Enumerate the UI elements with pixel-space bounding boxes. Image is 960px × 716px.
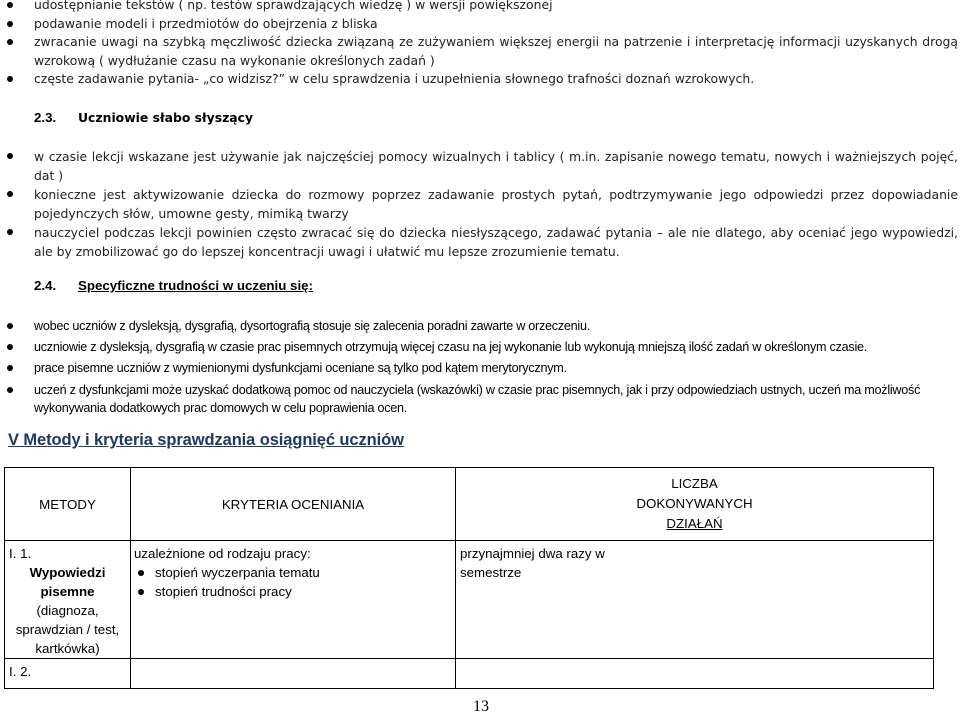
header-cell-methods: METODY (5, 468, 131, 541)
learning-difficulties-list (0, 317, 960, 417)
criteria-cell: uzależnione od rodzaju pracy: stopień wyczerpania tematu stopień trudności pracy (131, 541, 456, 659)
bullet-icon (7, 191, 13, 197)
list-item: wobec uczniów z dysleksją, dysgrafią, dysortografią stosuje się zalecenia poradni zawarte w orzeczeniu. (0, 317, 960, 335)
bullet-icon (7, 365, 13, 371)
list-item: udostępnianie tekstów ( np. testów sprawdzających wiedzę ) w wersji powiększonej (0, 0, 960, 15)
method-code: I. 2. (9, 664, 32, 679)
list-item: uczeń z dysfunkcjami może uzyskać dodatkową pomoc od nauczyciela (wskazówki) w czasie prac pisemnych, jak i przy odpowiedziach ustnych, uczeń ma możliwość wykonywania dodatkowych prac domowych w celu poprawienia ocen. (0, 381, 960, 417)
count-cell: przynajmniej dwa razy w semestrze (456, 541, 934, 659)
list-item: prace pisemne uczniów z wymienionymi dysfunkcjami oceniane są tylko pod kątem merytorycznym. (0, 359, 960, 377)
list-item: stopień wyczerpania tematu (134, 563, 455, 582)
bullet-icon (7, 323, 13, 329)
section-heading-2-3 (34, 110, 253, 125)
count-cell (456, 659, 934, 689)
bullet-icon (7, 39, 13, 45)
bullet-icon (7, 344, 13, 350)
list-item: w czasie lekcji wskazane jest używanie jak najczęściej pomocy wizualnych i tablicy ( m.in. zapisanie nowego tematu, nowych i ważniejszych pojęć, dat ) (0, 147, 960, 185)
hearing-impaired-list (0, 147, 960, 261)
table-header-row (5, 468, 934, 541)
section-number: 2.4. (34, 278, 57, 293)
page-number: 13 (473, 698, 489, 715)
bullet-icon (138, 589, 144, 595)
list-item: nauczyciel podczas lekcji powinien często zwracać się do dziecka niesłyszącego, zadawać pytania – ale nie dlatego, aby oceniać jego wypowiedzi, ale by zmobilizować go do lepszej koncentracji uwagi i ułatwić mu lepsze zrozumienie tematu. (0, 223, 960, 261)
section-number: 2.3. (34, 110, 57, 125)
list-item: podawanie modeli i przedmiotów do obejrzenia z bliska (0, 15, 960, 34)
list-item: uczniowie z dysleksją, dysgrafią w czasie prac pisemnych otrzymują więcej czasu na jej wykonanie lub wykonują mniejszą ilość zadań w określonym czasie. (0, 338, 960, 356)
section-heading-v: V Metody i kryteria sprawdzania osiągnięć uczniów (8, 431, 404, 449)
method-code: I. 1. (9, 546, 32, 561)
header-cell-count: LICZBA DOKONYWANYCH DZIAŁAŃ (456, 468, 934, 541)
list-item: częste zadawanie pytania- „co widzisz?” w celu sprawdzenia i uzupełnienia słownego trafności doznań wzrokowych. (0, 70, 960, 89)
section-heading-2-4 (34, 278, 313, 293)
list-item: stopień trudności pracy (134, 582, 455, 601)
section-title: Specyficzne trudności w uczeniu się: (78, 278, 313, 293)
section-title: Uczniowie słabo słyszący (78, 110, 254, 125)
list-item: zwracanie uwagi na szybką męczliwość dziecka związaną ze zużywaniem większej energii na patrzenie i interpretację informacji uzyskanych drogą wzrokową ( wydłużanie czasu na wykonanie określonych zadań ) (0, 33, 960, 70)
bullet-icon (7, 229, 13, 235)
list-item: konieczne jest aktywizowanie dziecka do rozmowy poprzez zadawanie prostych pytań, podtrzymywanie jego odpowiedzi przez dopowiadanie pojedynczych słów, umowne gesty, mimiką twarzy (0, 185, 960, 223)
bullet-icon (7, 76, 13, 82)
method-cell: I. 1. Wypowiedzi pisemne (diagnoza, sprawdzian / test, kartkówka) (5, 541, 131, 659)
bullet-icon (7, 387, 13, 393)
methods-criteria-table (4, 467, 934, 689)
table-row (5, 541, 934, 659)
bullet-icon (7, 2, 13, 8)
accommodations-list-visual (0, 0, 960, 89)
criteria-cell (131, 659, 456, 689)
bullet-icon (138, 570, 144, 576)
header-cell-criteria: KRYTERIA OCENIANIA (131, 468, 456, 541)
table-row (5, 659, 934, 689)
method-cell (5, 659, 131, 689)
bullet-icon (7, 153, 13, 159)
bullet-icon (7, 21, 13, 27)
